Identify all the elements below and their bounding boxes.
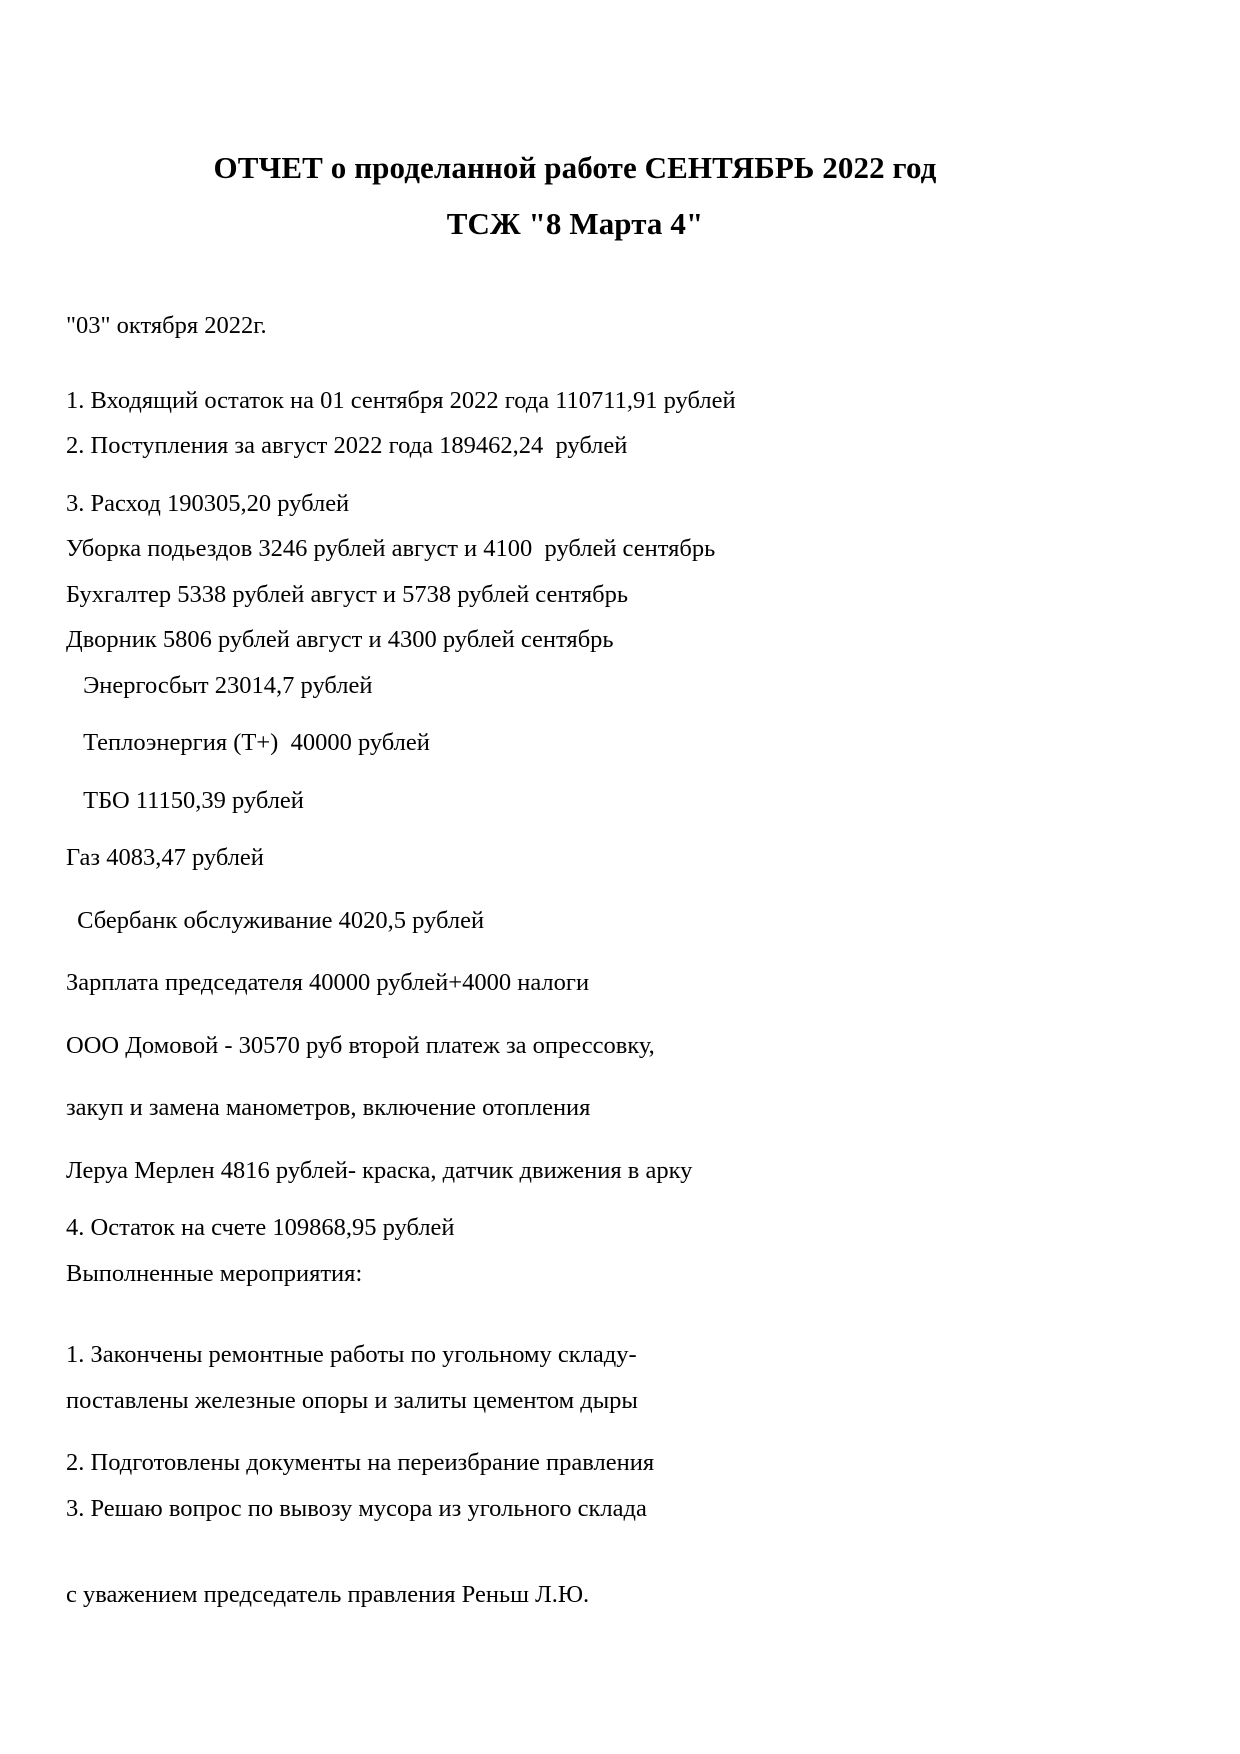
spacer: [66, 339, 1076, 389]
title-line-2: ТСЖ "8 Марта 4": [446, 206, 704, 241]
financial-line-3: 3. Расход 190305,20 рублей: [66, 489, 350, 517]
activity-1-line-1: 1. Закончены ремонтные работы по угольному складу-: [66, 1341, 637, 1368]
expense-energosbyt: Энергосбыт 23014,7 рублей: [77, 671, 373, 699]
financial-line-2: 2. Поступления за август 2022 года 189462,24 рублей: [66, 432, 628, 459]
page-title: [70, 152, 1080, 239]
expense-heat: Теплоэнергия (Т+) 40000 рублей: [77, 729, 430, 756]
activities-heading: Выполненные мероприятия:: [66, 1259, 363, 1287]
date-line: "03" октября 2022г.: [66, 312, 267, 339]
expense-chairman-salary: Зарплата председателя 40000 рублей+4000 налоги: [66, 969, 590, 996]
financial-line-4: 4. Остаток на счете 109868,95 рублей: [66, 1214, 455, 1241]
expense-domovoy-line-2: закуп и замена манометров, включение отопления: [66, 1094, 591, 1121]
expense-janitor: Дворник 5806 рублей август и 4300 рублей сентябрь: [66, 626, 614, 653]
expense-cleaning: Уборка подьездов 3246 рублей август и 4100 рублей сентябрь: [66, 535, 716, 562]
spacer: [66, 1286, 1076, 1310]
signature-line: с уважением председатель правления Реньш Л.Ю.: [66, 1581, 590, 1608]
document-body: [66, 310, 1076, 1608]
expense-gas: Газ 4083,47 рублей: [66, 844, 264, 871]
expense-accountant: Бухгалтер 5338 рублей август и 5738 рублей сентябрь: [66, 580, 629, 608]
financial-line-1: 1. Входящий остаток на 01 сентября 2022 года 110711,91 рублей: [66, 386, 736, 414]
expense-domovoy-line-1: ООО Домовой - 30570 руб второй платеж за опрессовку,: [66, 1031, 655, 1059]
activity-3: 3. Решаю вопрос по вывозу мусора из угольного склада: [66, 1494, 647, 1522]
activity-1-line-2: поставлены железные опоры и залиты цементом дыры: [66, 1386, 638, 1414]
activity-2: 2. Подготовлены документы на переизбрание правления: [66, 1449, 655, 1476]
spacer: [66, 1521, 1076, 1583]
expense-sberbank: Сбербанк обслуживание 4020,5 рублей: [71, 906, 485, 934]
expense-leroy-merlin: Леруа Мерлен 4816 рублей- краска, датчик движения в арку: [66, 1156, 693, 1184]
expense-tbo: ТБО 11150,39 рублей: [77, 786, 304, 814]
title-line-1: ОТЧЕТ о проделанной работе СЕНТЯБРЬ 2022 год: [213, 150, 937, 185]
